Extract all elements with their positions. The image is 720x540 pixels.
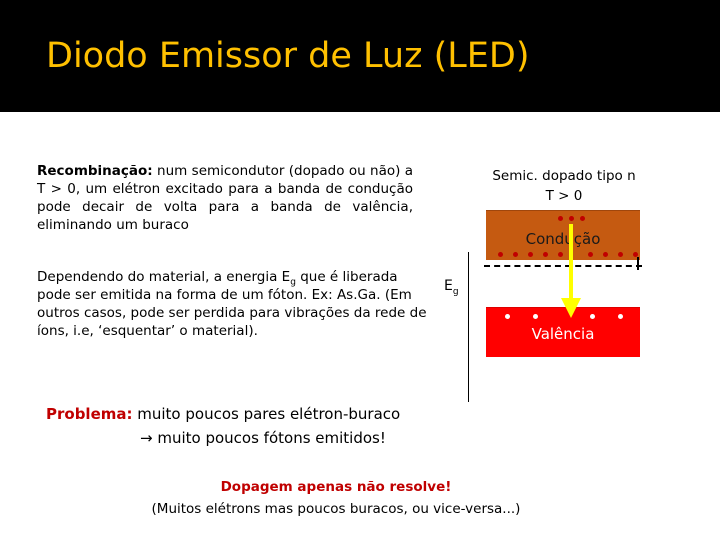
semiconductor-type: Semic. dopado tipo n	[492, 168, 636, 184]
problem-text: muito poucos pares elétron-buraco	[132, 405, 401, 423]
temperature-label: T > 0	[545, 188, 583, 204]
hole-dot	[618, 314, 623, 319]
recombination-paragraph	[37, 162, 413, 234]
band-gap-subscript: g	[452, 286, 459, 297]
recombination-text: num semicondutor (dopado ou não) a T > 0, um elétron excitado para a banda de condução pode decair de volta para a banda de valência, eliminando um buraco	[37, 163, 413, 233]
hole-dot	[505, 314, 510, 319]
electron-dot	[558, 216, 563, 221]
electron-dot	[513, 252, 518, 257]
band-gap-label	[444, 278, 459, 297]
energy-subscript: g	[290, 277, 296, 288]
electron-dot	[569, 216, 574, 221]
energy-text-after: que é liberada pode ser emitida na forma de um fóton. Ex: As.Ga. (Em outros casos, pode ser perdida para vibrações da rede de íons, i.e, ‘esquentar’ o material).	[37, 269, 427, 339]
problem-consequence: muito poucos fótons emitidos!	[152, 429, 386, 447]
hole-dot	[533, 314, 538, 319]
title-bar	[0, 0, 720, 112]
doping-note	[120, 476, 552, 520]
energy-paragraph	[37, 268, 435, 340]
band-gap-symbol: E	[444, 278, 453, 294]
problem-line-1	[46, 402, 400, 426]
electron-dot	[588, 252, 593, 257]
doping-headline: Dopagem apenas não resolve!	[220, 479, 452, 495]
recombination-term: Recombinação:	[37, 163, 153, 179]
doping-explanation: (Muitos elétrons mas poucos buracos, ou vice-versa...)	[151, 501, 521, 517]
valence-band-label: Valência	[531, 324, 595, 343]
electron-dot	[498, 252, 503, 257]
band-gap-divider	[468, 252, 469, 402]
electron-dot	[528, 252, 533, 257]
problem-label: Problema:	[46, 405, 133, 423]
slide-title: Diodo Emissor de Luz (LED)	[46, 36, 530, 76]
electron-dot	[618, 252, 623, 257]
hole-dot	[590, 314, 595, 319]
conduction-band-label: Condução	[525, 229, 601, 248]
electron-dot	[580, 216, 585, 221]
energy-text-before: Dependendo do material, a energia E	[37, 269, 291, 285]
problem-line-2	[46, 426, 400, 450]
right-arrow-icon: →	[140, 429, 153, 447]
semiconductor-caption	[474, 166, 654, 206]
electron-dot	[603, 252, 608, 257]
electron-dot	[543, 252, 548, 257]
recombination-arrow-icon	[558, 222, 584, 322]
problem-statement	[46, 402, 400, 450]
level-marker	[637, 257, 639, 270]
